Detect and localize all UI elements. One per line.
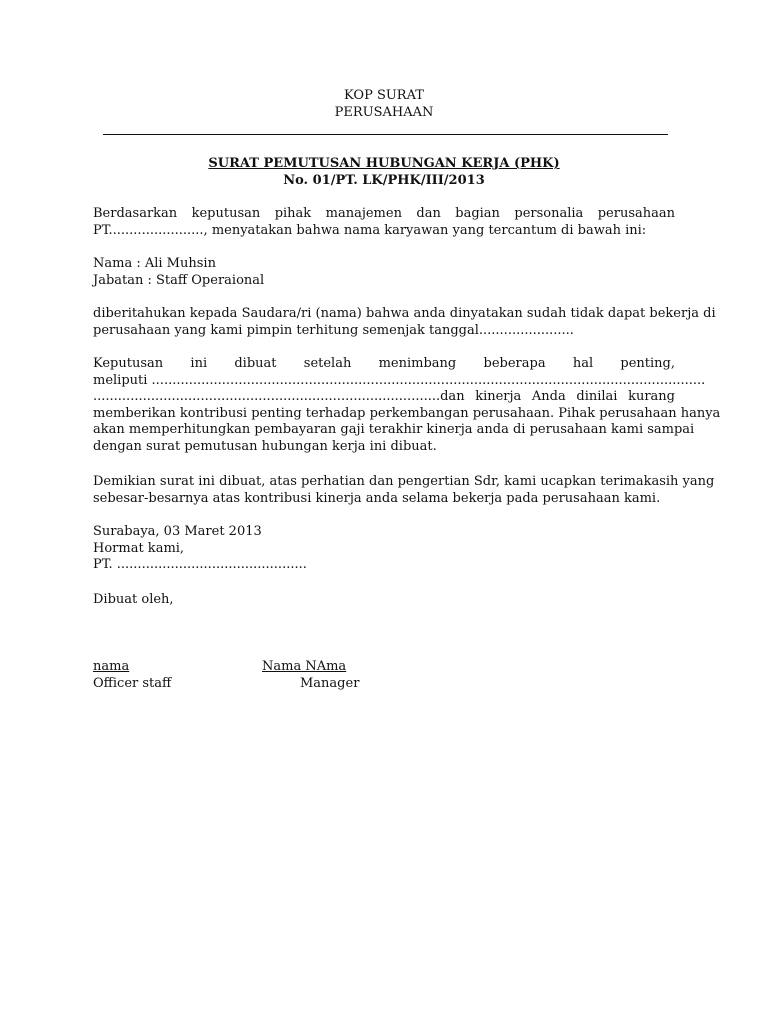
intro-line-2: PT......................., menyatakan bahwa nama karyawan yang tercantum di bawah ini:	[93, 222, 647, 238]
decision-line-4: memberikan kontribusi penting terhadap perkembangan perusahaan. Pihak perusahaan hanya	[93, 405, 721, 421]
notice-line-1: diberitahukan kepada Saudara/ri (nama) bahwa anda dinyatakan sudah tidak dapat bekerja di	[93, 306, 716, 321]
sign-off-block	[93, 524, 675, 574]
decision-paragraph	[93, 356, 721, 455]
employee-position: Jabatan : Staff Operaional	[93, 272, 265, 288]
closing-line-2: sebesar-besarnya atas kontribusi kinerja anda selama bekerja pada perusahaan kami.	[93, 490, 661, 506]
decision-line-5: akan memperhitungkan pembayaran gaji terakhir kinerja anda di perusahaan kami sampai	[93, 422, 695, 437]
made-by	[93, 592, 675, 609]
closing-line-1: Demikian surat ini dibuat, atas perhatian dan pengertian Sdr, kami ucapkan terimakasih yang	[93, 474, 715, 489]
decision-line-3: ....................................................................................dan kinerja Anda dinilai kurang	[93, 389, 675, 404]
letter-title: SURAT PEMUTUSAN HUBUNGAN KERJA (PHK)	[208, 156, 560, 171]
notice-line-2: perusahaan yang kami pimpin terhitung semenjak tanggal.......................	[93, 322, 574, 338]
made-by-label: Dibuat oleh,	[93, 592, 174, 607]
intro-line-1: Berdasarkan keputusan pihak manajemen dan bagian personalia perusahaan	[93, 206, 675, 221]
decision-line-6: dengan surat pemutusan hubungan kerja ini dibuat.	[93, 438, 437, 454]
employee-details	[93, 256, 675, 289]
signatory-right-name: Nama NAma	[262, 659, 347, 674]
signatory-left-name: nama	[93, 659, 130, 674]
signatory-left-title: Officer staff	[93, 676, 172, 691]
letterhead-line-2: PERUSAHAAN	[334, 104, 434, 120]
letter-number: No. 01/PT. LK/PHK/III/2013	[283, 172, 485, 188]
letterhead-line-1: KOP SURAT	[344, 88, 424, 103]
letterhead-divider	[103, 134, 668, 135]
place-date: Surabaya, 03 Maret 2013	[93, 524, 262, 539]
letterhead	[0, 88, 768, 121]
intro-paragraph	[93, 206, 675, 239]
closing-paragraph	[93, 474, 715, 507]
signatory-right-title: Manager	[300, 676, 360, 691]
employee-name: Nama : Ali Muhsin	[93, 256, 216, 271]
company-line: PT. ..............................................	[93, 557, 307, 572]
decision-line-2: meliputi ......................................................................................................................................	[93, 372, 706, 388]
notice-paragraph	[93, 306, 716, 339]
regards: Hormat kami,	[93, 540, 185, 556]
letter-heading	[0, 156, 768, 189]
decision-line-1: Keputusan ini dibuat setelah menimbang beberapa hal penting,	[93, 356, 675, 371]
